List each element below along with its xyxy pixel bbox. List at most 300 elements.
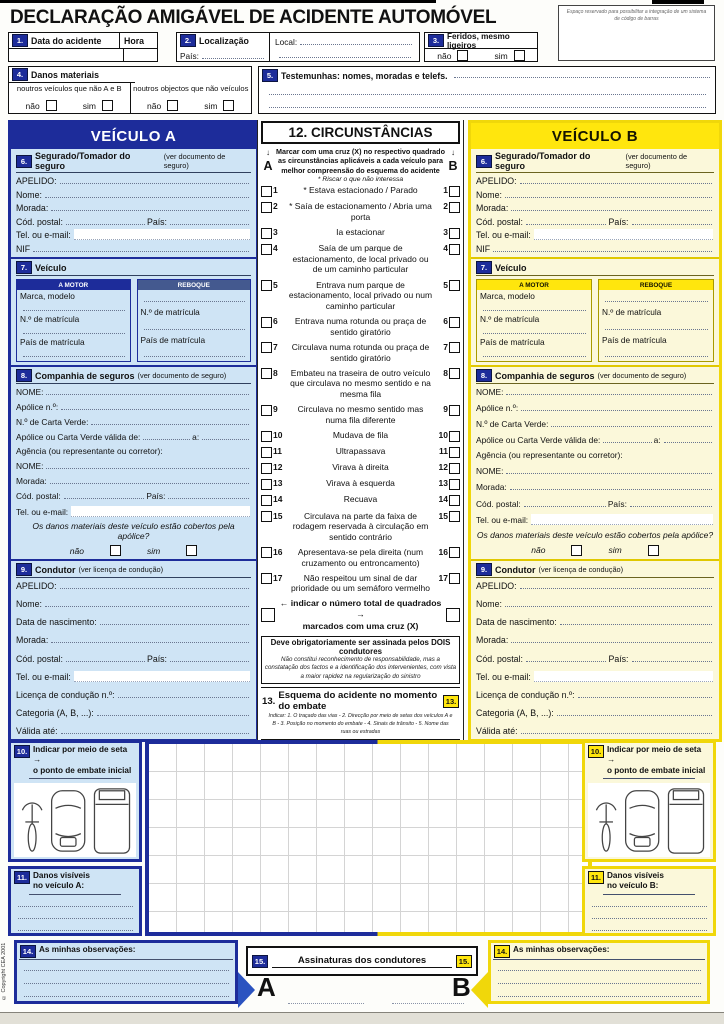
- circumstance-2-b-checkbox[interactable]: [449, 202, 460, 213]
- material-damage-label: Danos materiais: [31, 69, 99, 80]
- vehicle-b-section-14-observations: [488, 940, 710, 1004]
- divider: [123, 48, 124, 61]
- driver-note: (ver licença de condução): [538, 565, 624, 574]
- item-text: Saía de um parque de estacionamento, de local privado ou de um caminho particular: [292, 243, 429, 275]
- name-input-line[interactable]: [505, 189, 712, 198]
- circumstance-14-a-checkbox[interactable]: [261, 495, 272, 506]
- plate-country-label: País de matrícula: [140, 334, 206, 345]
- yes-label: sim: [204, 100, 218, 111]
- injured-no-checkbox[interactable]: [457, 50, 468, 61]
- circumstance-5-a-checkbox[interactable]: [261, 280, 272, 291]
- circumstance-row-10: [261, 430, 460, 442]
- local-input-line[interactable]: [300, 36, 412, 45]
- valid-from-input-line[interactable]: [143, 431, 190, 440]
- valid-to-input-line[interactable]: [664, 434, 712, 443]
- plate-country-label: País de matrícula: [480, 337, 545, 347]
- observations-row: [491, 986, 707, 999]
- circumstance-11-a-checkbox[interactable]: [261, 447, 272, 458]
- insurance-note: (ver documento de seguro): [137, 371, 227, 380]
- signature-warning-body: Não constitui reconhecimento de responsabilidade, mas a constatação dos factos e a identificação dos intervenientes, com vista a maior rapidez na regularização do sinistro: [264, 656, 457, 680]
- license-valid-input-line[interactable]: [61, 725, 249, 734]
- vehicle-b-arrow-icon: [471, 972, 488, 1008]
- circumstance-row-8: [261, 368, 460, 400]
- plate-label: N.º de matrícula: [602, 307, 662, 318]
- divider: [603, 894, 695, 895]
- signature-b-letter: B: [452, 972, 471, 1002]
- local-label: Local:: [275, 37, 298, 47]
- plate-label: N.º de matrícula: [140, 307, 200, 318]
- damage-row: [11, 897, 139, 909]
- circumstance-14-b-checkbox[interactable]: [449, 495, 460, 506]
- agency-address-input-line[interactable]: [510, 481, 712, 490]
- divider: [603, 778, 695, 779]
- country-label: País:: [608, 216, 629, 227]
- phone-email-label: Tel. ou e-mail:: [16, 230, 71, 241]
- damage-input-line[interactable]: [18, 910, 133, 919]
- date-input-area[interactable]: [9, 49, 157, 62]
- trailer-input-line[interactable]: [605, 293, 708, 302]
- circumstance-1-b-checkbox[interactable]: [449, 186, 460, 197]
- make-model-input-line[interactable]: [23, 302, 125, 311]
- circumstance-16-b-checkbox[interactable]: [449, 547, 460, 558]
- vehicle-title: Veículo: [35, 262, 67, 273]
- vehicle-silhouettes-drawing: [16, 783, 134, 857]
- no-label: não: [437, 50, 452, 61]
- other-objects-column: [130, 83, 252, 113]
- agency-name-input-line[interactable]: [506, 465, 712, 474]
- scan-edge-line: [652, 0, 704, 4]
- valid-to-label: a:: [653, 435, 661, 446]
- nif-input-line[interactable]: [493, 243, 712, 252]
- witnesses-label: Testemunhas: nomes, moradas e telefs.: [281, 70, 448, 81]
- down-arrow-icon: ↓: [266, 148, 270, 157]
- green-card-input-line[interactable]: [91, 416, 249, 425]
- license-number-input-line[interactable]: [118, 689, 249, 698]
- section-1-header: [9, 33, 157, 49]
- item-number: 1: [273, 185, 278, 196]
- name-label: Nome:: [16, 189, 42, 200]
- total-boxes-row: [261, 598, 460, 632]
- vehicle-a-section-14-observations: [14, 940, 238, 1004]
- divider: [29, 894, 121, 895]
- country-input-line[interactable]: [630, 498, 712, 507]
- coverage-yes-checkbox[interactable]: [648, 545, 659, 556]
- local-input-line-2[interactable]: [279, 49, 411, 58]
- section-13-badge: 13.: [443, 695, 459, 708]
- name-input-line[interactable]: [45, 598, 249, 607]
- green-card-input-line[interactable]: [551, 418, 712, 427]
- postal-code-input-line[interactable]: [66, 653, 145, 662]
- name-input-line[interactable]: [45, 189, 249, 198]
- country-label: País:: [180, 51, 199, 61]
- signatures-title: Assinaturas dos condutores: [272, 955, 452, 968]
- postal-code-label: Cód. postal:: [476, 498, 521, 509]
- plate-country-input-line[interactable]: [483, 348, 586, 357]
- circumstance-3-b-checkbox[interactable]: [449, 228, 460, 239]
- plate-country-input-line[interactable]: [605, 348, 708, 357]
- circumstance-11-b-checkbox[interactable]: [449, 447, 460, 458]
- address-input-line[interactable]: [511, 634, 712, 643]
- circumstance-13-b-checkbox[interactable]: [449, 479, 460, 490]
- circumstance-row-7: [261, 342, 460, 363]
- material-damage-columns: [9, 83, 251, 113]
- item-number: 16: [438, 546, 448, 557]
- postal-code-input-line[interactable]: [526, 653, 607, 662]
- circumstance-8-b-checkbox[interactable]: [449, 368, 460, 379]
- circumstance-12-b-checkbox[interactable]: [449, 463, 460, 474]
- item-number: 17: [438, 572, 448, 583]
- circumstance-15-a-checkbox[interactable]: [261, 511, 272, 522]
- country-label: País:: [607, 498, 627, 509]
- country-label: País:: [146, 216, 167, 227]
- postal-code-input-line[interactable]: [526, 216, 607, 225]
- plate-input-line[interactable]: [605, 321, 708, 330]
- plate-input-line[interactable]: [144, 321, 246, 330]
- license-category-input-line[interactable]: [557, 707, 712, 716]
- section-10-badge: 10.: [588, 745, 604, 758]
- country-input-line[interactable]: [202, 50, 264, 59]
- item-number: 13: [273, 478, 283, 489]
- vehicle-a-arrow-icon: [238, 972, 255, 1008]
- trailer-box: [137, 279, 252, 362]
- circumstances-column: [257, 120, 464, 740]
- surname-label: APELIDO:: [16, 176, 57, 186]
- plate-country-input-line[interactable]: [23, 348, 125, 357]
- surname-label: APELIDO:: [476, 581, 517, 591]
- item-text: Circulava no mesmo sentido mas numa fila diferente: [297, 404, 424, 425]
- vehicle-b-section-9-driver: [471, 559, 719, 739]
- circumstance-9-b-checkbox[interactable]: [449, 405, 460, 416]
- vehicle-b-section-8-insurance: [471, 365, 719, 559]
- vehicle-silhouettes-drawing: [590, 783, 708, 857]
- witnesses-input-line-2[interactable]: [269, 86, 706, 95]
- item-text: Virava à esquerda: [326, 478, 395, 489]
- section-5-header: [262, 68, 712, 83]
- circumstance-7-b-checkbox[interactable]: [449, 342, 460, 353]
- surname-input-line[interactable]: [60, 175, 249, 184]
- policy-number-input-line[interactable]: [61, 401, 249, 410]
- circumstance-1-a-checkbox[interactable]: [261, 186, 272, 197]
- section-8-badge: 8.: [476, 369, 492, 382]
- item-number: 9: [443, 404, 448, 415]
- other-objects-yes-checkbox[interactable]: [223, 100, 234, 111]
- item-number: 10: [438, 430, 448, 441]
- vehicle-a-section-11-visible-damage: [8, 866, 142, 936]
- witnesses-input-line-3[interactable]: [269, 99, 706, 108]
- observations-input-line[interactable]: [498, 975, 701, 984]
- section-5-witnesses: [258, 66, 716, 114]
- policy-number-input-line[interactable]: [521, 402, 712, 411]
- valid-from-input-line[interactable]: [603, 434, 651, 443]
- item-number: 15: [438, 510, 448, 521]
- item-number: 1: [443, 185, 448, 196]
- section-13-title: Esquema do acidente no momento do embate: [278, 690, 438, 713]
- circumstances-instruction: Marcar com uma cruz (X) no respectivo quadrado as circunstâncias aplicáveis a cada veículo para melhor compreensão do esquema do acidente: [276, 147, 445, 175]
- item-number: 5: [273, 279, 278, 290]
- damage-input-line[interactable]: [18, 898, 133, 907]
- company-name-input-line[interactable]: [46, 386, 249, 395]
- circumstance-row-4: [261, 243, 460, 275]
- postal-code-input-line[interactable]: [66, 216, 145, 225]
- vehicle-b-column: [468, 120, 722, 742]
- phone-email-input[interactable]: [71, 506, 250, 517]
- driver-title: Condutor: [495, 564, 536, 575]
- agency-address-input-line[interactable]: [50, 475, 249, 484]
- damage-input-line[interactable]: [18, 922, 133, 931]
- circumstances-title: 12. CIRCUNSTÂNCIAS: [261, 121, 460, 144]
- vehicle-a-silhouettes[interactable]: [14, 783, 136, 857]
- item-text: Embateu na traseira de outro veículo que circulava no mesmo sentido e na mesma fila: [290, 367, 431, 399]
- circumstance-row-17: [261, 573, 460, 594]
- item-number: 16: [273, 546, 283, 557]
- item-number: 12: [438, 462, 448, 473]
- section-4-badge: 4.: [12, 68, 28, 81]
- scan-edge-line: [0, 0, 436, 3]
- country-input-line[interactable]: [170, 653, 249, 662]
- country-label: País:: [146, 491, 166, 502]
- item-text: Recuava: [343, 494, 378, 505]
- circumstance-5-b-checkbox[interactable]: [449, 280, 460, 291]
- accident-sketch-area[interactable]: [145, 740, 592, 936]
- phone-email-input[interactable]: [534, 229, 713, 240]
- observations-row: [491, 960, 707, 973]
- coverage-yes-checkbox[interactable]: [186, 545, 197, 556]
- divider: [29, 778, 121, 779]
- trailer-input-line[interactable]: [144, 293, 246, 302]
- yes-label: sim: [82, 100, 96, 111]
- country-input-line[interactable]: [632, 653, 713, 662]
- section-13-number: 13.: [262, 695, 276, 707]
- birthdate-label: Data de nascimento:: [16, 617, 97, 628]
- nif-input-line[interactable]: [33, 243, 249, 252]
- circumstance-6-b-checkbox[interactable]: [449, 317, 460, 328]
- postal-code-label: Cód. postal:: [16, 491, 61, 502]
- coverage-question: Os danos materiais deste veículo estão cobertos pela apólice?: [476, 529, 714, 540]
- valid-to-input-line[interactable]: [202, 431, 249, 440]
- impact-point-label: Indicar por meio de seta → o ponto de embate inicial: [33, 745, 132, 775]
- section-11-badge: 11.: [588, 871, 604, 884]
- make-model-label: Marca, modelo: [20, 291, 75, 301]
- address-input-line[interactable]: [511, 202, 712, 211]
- plate-input-line[interactable]: [23, 325, 125, 334]
- damage-row: [11, 921, 139, 933]
- local-row: [272, 34, 417, 47]
- company-name-label: NOME:: [476, 387, 504, 397]
- section-14-badge: 14.: [20, 945, 36, 958]
- birthdate-input-line[interactable]: [100, 616, 249, 625]
- circumstance-8-a-checkbox[interactable]: [261, 368, 272, 379]
- license-valid-input-line[interactable]: [521, 725, 712, 734]
- phone-email-input[interactable]: [74, 671, 250, 682]
- item-number: 11: [273, 446, 282, 457]
- circumstance-row-3: [261, 227, 460, 239]
- total-a-box[interactable]: [261, 608, 275, 622]
- circumstance-4-a-checkbox[interactable]: [261, 244, 272, 255]
- circumstance-row-5: [261, 280, 460, 312]
- item-text: Apresentava-se pela direita (num cruzamento ou entroncamento): [297, 546, 424, 568]
- agency-name-input-line[interactable]: [46, 460, 249, 469]
- item-number: 8: [273, 367, 278, 378]
- country-input-line[interactable]: [168, 490, 249, 499]
- agency-name-label: NOME:: [476, 466, 504, 477]
- vehicle-a-section-6-insured: [11, 149, 256, 257]
- circumstance-10-b-checkbox[interactable]: [449, 431, 460, 442]
- phone-email-label: Tel. ou e-mail:: [16, 671, 71, 682]
- signature-a-line[interactable]: [288, 1003, 364, 1004]
- section-1-date: [8, 32, 158, 62]
- phone-email-input[interactable]: [74, 229, 250, 240]
- item-number: 12: [273, 462, 283, 473]
- section-3-badge: 3.: [428, 34, 444, 47]
- plate-input-line[interactable]: [483, 325, 586, 334]
- observations-row: [17, 960, 235, 973]
- injured-yes-checkbox[interactable]: [514, 50, 525, 61]
- witnesses-row: [262, 97, 712, 110]
- policy-number-label: Apólice n.º:: [16, 402, 59, 413]
- vehicle-b-silhouettes[interactable]: [588, 783, 710, 857]
- item-number: 9: [273, 404, 278, 415]
- circumstance-16-a-checkbox[interactable]: [261, 547, 272, 558]
- postal-code-input-line[interactable]: [64, 490, 145, 499]
- country-input-line[interactable]: [632, 216, 713, 225]
- signature-a-letter: A: [257, 972, 276, 1002]
- coverage-options: [476, 545, 714, 556]
- circumstance-3-a-checkbox[interactable]: [261, 228, 272, 239]
- insured-note: (ver documento de seguro): [163, 152, 226, 170]
- name-label: Nome:: [476, 189, 502, 200]
- item-number: 14: [273, 494, 283, 505]
- column-a-letter: A: [263, 159, 273, 174]
- circumstance-row-2: [261, 201, 460, 222]
- circumstance-row-1: [261, 185, 460, 197]
- sketch-yellow-edge: [145, 740, 592, 936]
- circumstance-13-a-checkbox[interactable]: [261, 479, 272, 490]
- item-text: Não respeitou um sinal de dar prioridade ou um semáforo vermelho: [291, 572, 430, 594]
- coverage-question: Os danos materiais deste veículo estão cobertos pela apólice?: [32, 520, 235, 541]
- birthdate-input-line[interactable]: [560, 616, 712, 625]
- damage-input-line[interactable]: [592, 922, 707, 931]
- circumstance-4-b-checkbox[interactable]: [449, 244, 460, 255]
- phone-email-input[interactable]: [531, 514, 713, 525]
- circumstance-6-a-checkbox[interactable]: [261, 317, 272, 328]
- no-label: não: [147, 100, 162, 111]
- section-13-hint: Indicar: 1. O traçado das vias - 2. Direcção por meio de setas dos veículos A e B - 3. Posição no momento do embate - 4. Sinais de trânsito - 5. Nome das ruas ou estradas: [268, 713, 453, 736]
- address-input-line[interactable]: [51, 202, 249, 211]
- copyright-text: © Copyright CEA 2001: [1, 942, 7, 1000]
- circumstance-17-b-checkbox[interactable]: [449, 573, 460, 584]
- surname-input-line[interactable]: [520, 580, 712, 589]
- item-number: 4: [273, 243, 278, 254]
- license-number-label: Licença de condução n.º:: [476, 689, 575, 700]
- vehicle-b-section-11-visible-damage: [582, 866, 716, 936]
- surname-input-line[interactable]: [520, 175, 712, 184]
- address-label: Morada:: [16, 203, 49, 214]
- surname-input-line[interactable]: [60, 580, 249, 589]
- insurance-title: Companhia de seguros: [35, 370, 135, 381]
- coverage-no-checkbox[interactable]: [110, 545, 121, 556]
- damage-input-line[interactable]: [592, 910, 707, 919]
- name-input-line[interactable]: [505, 598, 712, 607]
- observations-label: As minhas observações:: [513, 945, 610, 954]
- circumstance-row-15: [261, 511, 460, 543]
- witnesses-input-line[interactable]: [454, 71, 710, 78]
- signature-b-line[interactable]: [392, 1003, 464, 1004]
- phone-email-input[interactable]: [534, 671, 713, 682]
- surname-label: APELIDO:: [16, 581, 57, 591]
- observations-input-line[interactable]: [24, 962, 229, 971]
- circumstance-10-a-checkbox[interactable]: [261, 431, 272, 442]
- country-input-line[interactable]: [170, 216, 249, 225]
- item-text: Ia estacionar: [336, 227, 385, 238]
- agency-label: Agência (ou representante ou corretor):: [476, 450, 623, 461]
- circumstance-2-a-checkbox[interactable]: [261, 202, 272, 213]
- make-model-input-line[interactable]: [483, 302, 586, 311]
- observations-input-line[interactable]: [24, 975, 229, 984]
- address-label: Morada:: [16, 635, 49, 646]
- vehicle-b-section-10-impact-point: [582, 740, 716, 862]
- plate-country-label: País de matrícula: [602, 334, 667, 345]
- license-valid-label: Válida até:: [476, 726, 518, 736]
- policy-number-label: Apólice n.º:: [476, 403, 519, 414]
- address-input-line[interactable]: [51, 634, 249, 643]
- column-b-letter: B: [448, 159, 458, 174]
- circumstance-12-a-checkbox[interactable]: [261, 463, 272, 474]
- observations-input-line[interactable]: [24, 988, 229, 997]
- other-vehicles-no-checkbox[interactable]: [46, 100, 57, 111]
- impact-point-label: Indicar por meio de seta → o ponto de embate inicial: [607, 745, 706, 775]
- name-label: Nome:: [476, 599, 502, 610]
- license-number-input-line[interactable]: [578, 689, 712, 698]
- item-number: 14: [438, 494, 448, 505]
- observations-input-line[interactable]: [498, 988, 701, 997]
- other-objects-no-checkbox[interactable]: [167, 100, 178, 111]
- postal-code-input-line[interactable]: [524, 498, 606, 507]
- damage-input-line[interactable]: [592, 898, 707, 907]
- green-card-label: N.º de Carta Verde:: [16, 417, 89, 428]
- section-7-badge: 7.: [16, 261, 32, 274]
- agency-address-label: Morada:: [476, 482, 507, 493]
- observations-input-line[interactable]: [498, 962, 701, 971]
- license-category-input-line[interactable]: [97, 707, 249, 716]
- yes-label: sim: [608, 545, 622, 556]
- total-b-box[interactable]: [446, 608, 460, 622]
- section-13-sketch-header: [261, 687, 460, 740]
- circumstance-7-a-checkbox[interactable]: [261, 342, 272, 353]
- trailer-header: REBOQUE: [599, 280, 713, 290]
- phone-email-label: Tel. ou e-mail:: [476, 671, 531, 682]
- item-text: Entrava numa rotunda ou praça de sentido giratório: [294, 316, 427, 337]
- coverage-no-checkbox[interactable]: [571, 545, 582, 556]
- other-vehicles-options: [11, 99, 128, 112]
- circumstance-17-a-checkbox[interactable]: [261, 573, 272, 584]
- vehicle-b-section-6-insured: [471, 149, 719, 257]
- damage-row: [11, 909, 139, 921]
- section-8-badge: 8.: [16, 369, 32, 382]
- page-title: DECLARAÇÃO AMIGÁVEL DE ACIDENTE AUTOMÓVEL: [10, 7, 497, 28]
- agency-label: Agência (ou representante ou corretor):: [16, 446, 163, 457]
- birthdate-label: Data de nascimento:: [476, 617, 557, 628]
- barcode-note: Espaço reservado para possibilitar a integração de um sistema de código de barras: [566, 9, 707, 22]
- section-14-badge: 14.: [494, 945, 510, 958]
- vehicle-a-header: VEÍCULO A: [11, 123, 256, 149]
- section-9-badge: 9.: [476, 563, 492, 576]
- circumstance-9-a-checkbox[interactable]: [261, 405, 272, 416]
- company-name-input-line[interactable]: [506, 386, 712, 395]
- circumstance-15-b-checkbox[interactable]: [449, 511, 460, 522]
- other-vehicles-yes-checkbox[interactable]: [102, 100, 113, 111]
- insurance-note: (ver documento de seguro): [597, 371, 687, 380]
- plate-country-input-line[interactable]: [144, 348, 246, 357]
